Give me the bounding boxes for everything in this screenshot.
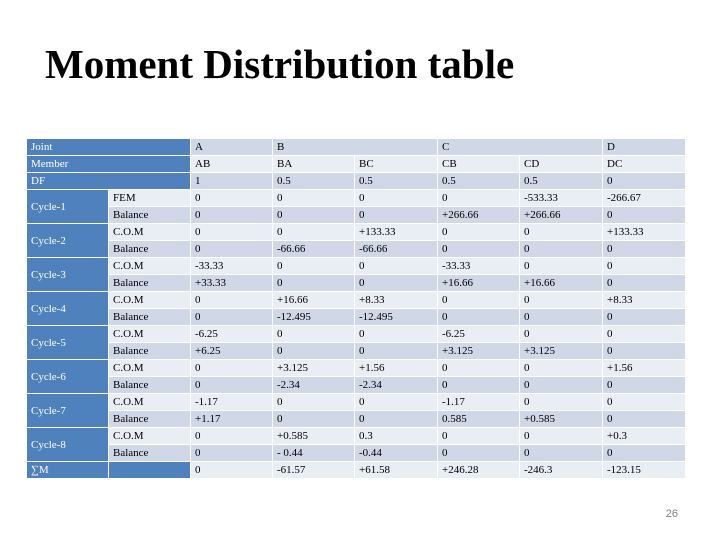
table-cell: 0	[273, 190, 355, 207]
table-cell: 0	[355, 326, 438, 343]
table-cell: 0	[520, 292, 603, 309]
sum-sublabel	[109, 462, 191, 479]
table-cell: 0	[438, 224, 520, 241]
table-cell: 0	[520, 394, 603, 411]
table-cell: 0	[520, 224, 603, 241]
table-cell: -33.33	[438, 258, 520, 275]
table-row	[27, 343, 686, 360]
table-cell: 0	[355, 394, 438, 411]
table-row	[27, 309, 686, 326]
table-row	[27, 224, 686, 241]
table-row	[27, 275, 686, 292]
row-header-label: Member	[27, 156, 191, 173]
table-row	[27, 258, 686, 275]
table-cell: 0.5	[355, 173, 438, 190]
cycle-label: Cycle-2	[27, 224, 109, 258]
table-cell: +8.33	[355, 292, 438, 309]
table-cell: 0.3	[355, 428, 438, 445]
table-row	[27, 173, 686, 190]
table-cell: 0	[355, 207, 438, 224]
table-cell: 0	[355, 343, 438, 360]
table-cell: A	[191, 139, 273, 156]
table-cell: 0	[603, 377, 686, 394]
step-label: C.O.M	[109, 326, 191, 343]
table-cell: 0	[438, 360, 520, 377]
table-cell: 0	[355, 275, 438, 292]
cycle-label: Cycle-3	[27, 258, 109, 292]
step-label: Balance	[109, 309, 191, 326]
table-cell: 0	[273, 224, 355, 241]
table-cell: +246.28	[438, 462, 520, 479]
table-cell: 0.585	[438, 411, 520, 428]
step-label: Balance	[109, 377, 191, 394]
table-cell: -61.57	[273, 462, 355, 479]
table-cell: B	[273, 139, 438, 156]
table-cell: D	[603, 139, 686, 156]
table-cell: -66.66	[273, 241, 355, 258]
table-cell: 0	[520, 241, 603, 258]
cycle-label: Cycle-6	[27, 360, 109, 394]
table-row	[27, 360, 686, 377]
table-cell: +0.3	[603, 428, 686, 445]
table-cell: - 0.44	[273, 445, 355, 462]
table-row	[27, 394, 686, 411]
table-cell: 0	[191, 224, 273, 241]
table-cell: +6.25	[191, 343, 273, 360]
table-cell: 0	[438, 241, 520, 258]
table-cell: +33.33	[191, 275, 273, 292]
table-cell: 0	[355, 258, 438, 275]
table-row	[27, 139, 686, 156]
table-cell: 0	[191, 190, 273, 207]
table-cell: 0	[273, 207, 355, 224]
table-cell: 0	[520, 360, 603, 377]
page-number: 26	[665, 508, 678, 520]
table-cell: 0	[191, 428, 273, 445]
step-label: Balance	[109, 343, 191, 360]
table-cell: 1	[191, 173, 273, 190]
table-cell: +3.125	[520, 343, 603, 360]
step-label: Balance	[109, 411, 191, 428]
table-cell: +3.125	[438, 343, 520, 360]
table-cell: 0.5	[520, 173, 603, 190]
table-cell: +1.56	[355, 360, 438, 377]
table-cell: BC	[355, 156, 438, 173]
table-cell: 0	[273, 343, 355, 360]
table-cell: -6.25	[191, 326, 273, 343]
table-row	[27, 292, 686, 309]
moment-distribution-table	[26, 138, 686, 479]
step-label: Balance	[109, 275, 191, 292]
table-row	[27, 445, 686, 462]
table-cell: 0.5	[273, 173, 355, 190]
cycle-label: Cycle-8	[27, 428, 109, 462]
table-cell: 0	[603, 445, 686, 462]
table-cell: 0	[438, 445, 520, 462]
table-cell: 0	[191, 207, 273, 224]
cycle-label: Cycle-5	[27, 326, 109, 360]
table-cell: 0	[191, 445, 273, 462]
step-label: Balance	[109, 207, 191, 224]
table-cell: -1.17	[191, 394, 273, 411]
table-cell: -6.25	[438, 326, 520, 343]
table-cell: 0	[438, 292, 520, 309]
table-row	[27, 207, 686, 224]
table-cell: 0	[603, 275, 686, 292]
table-cell: +16.66	[438, 275, 520, 292]
table-cell: 0	[191, 241, 273, 258]
table-cell: +8.33	[603, 292, 686, 309]
table-cell: 0	[520, 258, 603, 275]
sum-row	[27, 462, 686, 479]
table-cell: 0.5	[438, 173, 520, 190]
table-cell: +0.585	[520, 411, 603, 428]
table-cell: -123.15	[603, 462, 686, 479]
table-cell: 0	[191, 309, 273, 326]
cycle-label: Cycle-7	[27, 394, 109, 428]
table-cell: +266.66	[520, 207, 603, 224]
table-cell: -2.34	[355, 377, 438, 394]
table-cell: 0	[603, 394, 686, 411]
table-cell: 0	[520, 377, 603, 394]
table-cell: AB	[191, 156, 273, 173]
table-cell: +1.17	[191, 411, 273, 428]
table-cell: -0.44	[355, 445, 438, 462]
table-cell: +3.125	[273, 360, 355, 377]
table-cell: +133.33	[603, 224, 686, 241]
step-label: C.O.M	[109, 258, 191, 275]
table-row	[27, 156, 686, 173]
table-cell: 0	[355, 190, 438, 207]
step-label: Balance	[109, 241, 191, 258]
table-cell: -12.495	[355, 309, 438, 326]
table-cell: 0	[603, 343, 686, 360]
table-cell: -33.33	[191, 258, 273, 275]
table-cell: -266.67	[603, 190, 686, 207]
table-cell: -246.3	[520, 462, 603, 479]
cycle-label: Cycle-4	[27, 292, 109, 326]
table-cell: 0	[520, 309, 603, 326]
step-label: C.O.M	[109, 428, 191, 445]
table-row	[27, 241, 686, 258]
table-cell: +133.33	[355, 224, 438, 241]
table-cell: CD	[520, 156, 603, 173]
table-cell: 0	[438, 309, 520, 326]
step-label: C.O.M	[109, 360, 191, 377]
table-cell: 0	[355, 411, 438, 428]
table-cell: 0	[520, 428, 603, 445]
table-cell: 0	[191, 462, 273, 479]
step-label: C.O.M	[109, 292, 191, 309]
table-cell: 0	[273, 411, 355, 428]
table-cell: 0	[520, 445, 603, 462]
table-cell: 0	[603, 173, 686, 190]
table-cell: -12.495	[273, 309, 355, 326]
table-cell: 0	[603, 207, 686, 224]
table-cell: 0	[191, 292, 273, 309]
table-row	[27, 428, 686, 445]
table-row	[27, 190, 686, 207]
table-cell: +16.66	[273, 292, 355, 309]
table-cell: 0	[603, 241, 686, 258]
table-cell: 0	[603, 326, 686, 343]
table-cell: C	[438, 139, 603, 156]
row-header-label: Joint	[27, 139, 191, 156]
table-cell: 0	[273, 258, 355, 275]
row-header-label: DF	[27, 173, 191, 190]
table-cell: +266.66	[438, 207, 520, 224]
table-cell: BA	[273, 156, 355, 173]
step-label: Balance	[109, 445, 191, 462]
table-row	[27, 377, 686, 394]
cycle-label: Cycle-1	[27, 190, 109, 224]
table-cell: 0	[438, 428, 520, 445]
table-cell: DC	[603, 156, 686, 173]
table-cell: 0	[438, 190, 520, 207]
table-cell: -1.17	[438, 394, 520, 411]
table-cell: +61.58	[355, 462, 438, 479]
step-label: C.O.M	[109, 394, 191, 411]
table-cell: 0	[273, 394, 355, 411]
step-label: FEM	[109, 190, 191, 207]
step-label: C.O.M	[109, 224, 191, 241]
table-cell: -2.34	[273, 377, 355, 394]
table-cell: 0	[438, 377, 520, 394]
sum-label: ∑M	[27, 462, 109, 479]
table-cell: 0	[603, 411, 686, 428]
table-cell: +0.585	[273, 428, 355, 445]
table-cell: 0	[273, 275, 355, 292]
table-cell: 0	[603, 309, 686, 326]
table-cell: +16.66	[520, 275, 603, 292]
table-cell: -533.33	[520, 190, 603, 207]
table-row	[27, 411, 686, 428]
table-cell: 0	[191, 377, 273, 394]
table-cell: -66.66	[355, 241, 438, 258]
table-row	[27, 326, 686, 343]
table-cell: 0	[603, 258, 686, 275]
table-cell: 0	[191, 360, 273, 377]
table-cell: +1.56	[603, 360, 686, 377]
table-cell: CB	[438, 156, 520, 173]
slide-title: Moment Distribution table	[45, 41, 515, 87]
table-cell: 0	[520, 326, 603, 343]
table-cell: 0	[273, 326, 355, 343]
